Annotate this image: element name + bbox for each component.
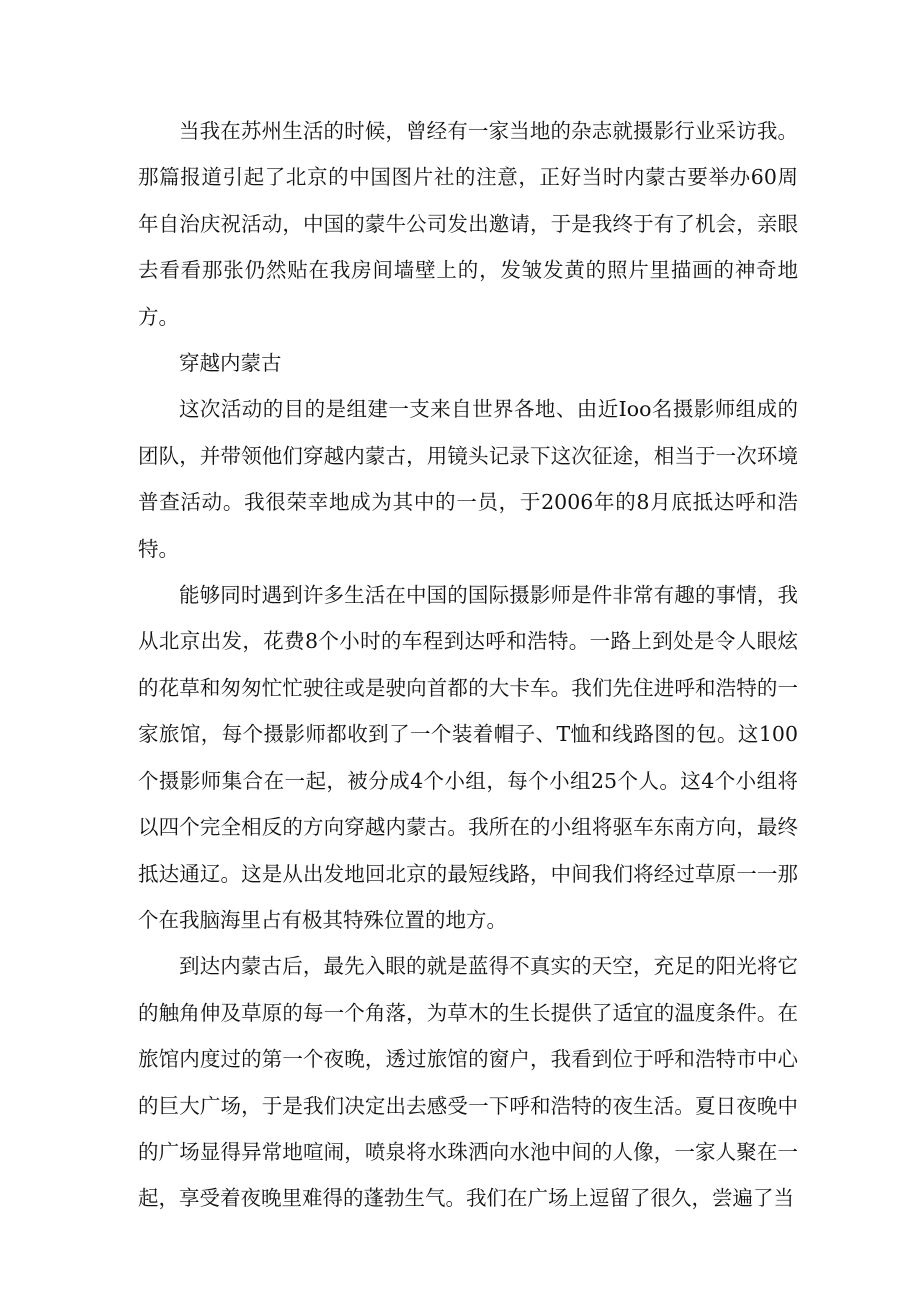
document-body xyxy=(138,108,798,1222)
paragraph-1: 当我在苏州生活的时候，曾经有一家当地的杂志就摄影行业采访我。那篇报道引起了北京的中国图片社的注意，正好当时内蒙古要举办60周年自治庆祝活动，中国的蒙牛公司发出邀请，于是我终于有了机会，亲眼去看看那张仍然贴在我房间墙壁上的，发皱发黄的照片里描画的神奇地方。 xyxy=(138,119,798,329)
section-heading: 穿越内蒙古 xyxy=(179,351,282,376)
paragraph-2: 这次活动的目的是组建一支来自世界各地、由近Ioo名摄影师组成的团队，并带领他们穿越内蒙古，用镜头记录下这次征途，相当于一次环境普查活动。我很荣幸地成为其中的一员，于2006年的8月底抵达呼和浩特。 xyxy=(138,397,798,561)
paragraph-4: 到达内蒙古后，最先入眼的就是蓝得不真实的天空，充足的阳光将它的触角伸及草原的每一个角落，为草木的生长提供了适宜的温度条件。在旅馆内度过的第一个夜晚，透过旅馆的窗户，我看到位于呼和浩特市中心的巨大广场，于是我们决定出去感受一下呼和浩特的夜生活。夏日夜晚中的广场显得异常地喧闹，喷泉将水珠洒向水池中间的人像，一家人聚在一起，享受着夜晚里难得的蓬勃生气。我们在广场上逗留了很久，尝遍了当 xyxy=(138,954,798,1211)
paragraph-3: 能够同时遇到许多生活在中国的国际摄影师是件非常有趣的事情，我从北京出发，花费8个小时的车程到达呼和浩特。一路上到处是令人眼炫的花草和匆匆忙忙驶往或是驶向首都的大卡车。我们先住进呼和浩特的一家旅馆，每个摄影师都收到了一个装着帽子、T恤和线路图的包。这100个摄影师集合在一起，被分成4个小组，每个小组25个人。这4个小组将以四个完全相反的方向穿越内蒙古。我所在的小组将驱车东南方向，最终抵达通辽。这是从出发地回北京的最短线路，中间我们将经过草原一一那个在我脑海里占有极其特殊位置的地方。 xyxy=(138,583,798,932)
